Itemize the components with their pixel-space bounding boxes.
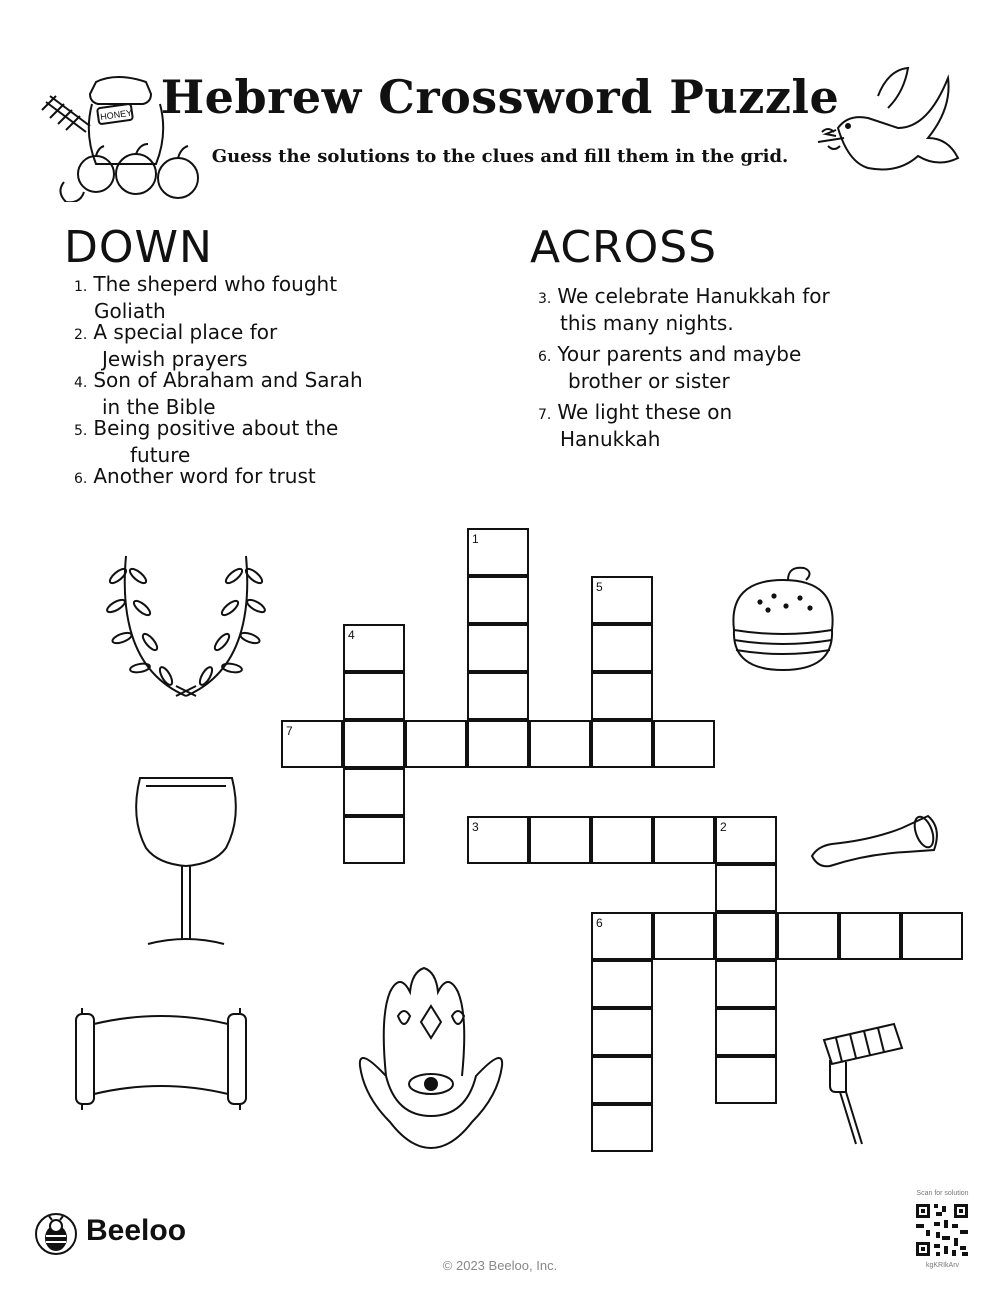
clue-number: 1. (74, 279, 88, 295)
grid-cell[interactable] (591, 720, 653, 768)
clue-text-continued: this many nights. (560, 311, 734, 335)
grid-cell[interactable] (343, 720, 405, 768)
grid-cell[interactable] (591, 672, 653, 720)
clue-text: The sheperd who fought (93, 272, 338, 296)
grid-cell[interactable] (343, 624, 405, 672)
grid-cell[interactable] (467, 672, 529, 720)
page-subtitle: Guess the solutions to the clues and fill them in the grid. (211, 146, 789, 167)
clue-text-continued: brother or sister (568, 369, 730, 393)
clue-text: A special place for (93, 320, 278, 344)
clue-number: 3. (538, 291, 552, 307)
across-clue-7 (538, 400, 732, 451)
grid-cell[interactable] (591, 1104, 653, 1152)
cell-number-3: 3 (472, 820, 479, 834)
svg-text:HONEY: HONEY (99, 107, 133, 123)
cell-number-1: 1 (472, 532, 479, 546)
down-clue-4 (74, 368, 363, 419)
grid-cell[interactable] (591, 624, 653, 672)
grid-cell[interactable] (343, 768, 405, 816)
clue-number: 7. (538, 407, 552, 423)
clue-text: Your parents and maybe (557, 342, 802, 366)
clue-number: 5. (74, 423, 88, 439)
grid-cell[interactable] (653, 912, 715, 960)
clue-text-continued: future (130, 443, 191, 467)
grid-cell[interactable] (591, 1056, 653, 1104)
qr-code-text: kgKRIkArv (925, 1262, 960, 1269)
clue-text: Another word for trust (93, 464, 316, 488)
grid-cell[interactable] (343, 672, 405, 720)
across-heading: ACROSS (530, 222, 718, 273)
grid-cell[interactable] (529, 720, 591, 768)
grid-cell[interactable] (467, 576, 529, 624)
down-clue-5 (74, 416, 338, 467)
grid-cell[interactable] (467, 720, 529, 768)
wine-glass-icon (126, 772, 246, 952)
copyright: © 2023 Beeloo, Inc. (442, 1258, 558, 1273)
qr-code-icon[interactable] (914, 1202, 970, 1258)
grid-cell[interactable] (839, 912, 901, 960)
shofar-icon (808, 812, 948, 872)
down-heading: DOWN (64, 222, 213, 273)
brand-name: Beeloo (86, 1214, 187, 1247)
grid-cell[interactable] (715, 912, 777, 960)
clue-text: We light these on (557, 400, 733, 424)
dove-icon (808, 66, 968, 196)
clue-text: We celebrate Hanukkah for (557, 284, 830, 308)
honey-jar-icon (36, 62, 206, 202)
grid-cell[interactable] (591, 1008, 653, 1056)
grid-cell[interactable] (715, 1056, 777, 1104)
clue-number: 4. (74, 375, 88, 391)
clue-number: 6. (538, 349, 552, 365)
grid-cell[interactable] (591, 912, 653, 960)
grid-cell[interactable] (591, 576, 653, 624)
grid-cell[interactable] (591, 816, 653, 864)
qr-label: Scan for solution (916, 1190, 969, 1197)
down-clue-2 (74, 320, 277, 371)
cell-number-7: 7 (286, 724, 293, 738)
hamsa-icon (356, 966, 506, 1150)
grid-cell[interactable] (467, 528, 529, 576)
down-clue-6 (74, 464, 316, 491)
grid-cell[interactable] (343, 816, 405, 864)
sufganiyah-icon (728, 560, 838, 680)
across-clue-3 (538, 284, 830, 335)
grid-cell[interactable] (467, 816, 529, 864)
grid-cell[interactable] (777, 912, 839, 960)
page-title: Hebrew Crossword Puzzle (160, 70, 840, 124)
olive-wreath-icon (96, 546, 276, 706)
clue-text-continued: Jewish prayers (102, 347, 248, 371)
torah-scroll-icon (66, 1004, 256, 1114)
grid-cell[interactable] (281, 720, 343, 768)
clue-number: 2. (74, 327, 88, 343)
cell-number-2: 2 (720, 820, 727, 834)
clue-text: Son of Abraham and Sarah (93, 368, 363, 392)
clue-number: 6. (74, 471, 88, 487)
clue-text: Being positive about the (93, 416, 339, 440)
grid-cell[interactable] (901, 912, 963, 960)
grid-cell[interactable] (405, 720, 467, 768)
grogger-icon (816, 1020, 916, 1150)
down-clue-1 (74, 272, 337, 323)
clue-text-continued: Goliath (94, 299, 166, 323)
cell-number-4: 4 (348, 628, 355, 642)
bee-logo-icon (34, 1212, 78, 1256)
grid-cell[interactable] (715, 816, 777, 864)
grid-cell[interactable] (653, 720, 715, 768)
grid-cell[interactable] (591, 960, 653, 1008)
cell-number-5: 5 (596, 580, 603, 594)
grid-cell[interactable] (653, 816, 715, 864)
clue-text-continued: Hanukkah (560, 427, 661, 451)
cell-number-6: 6 (596, 916, 603, 930)
across-clue-6 (538, 342, 801, 393)
grid-cell[interactable] (529, 816, 591, 864)
grid-cell[interactable] (715, 960, 777, 1008)
grid-cell[interactable] (715, 864, 777, 912)
clue-text-continued: in the Bible (102, 395, 216, 419)
grid-cell[interactable] (715, 1008, 777, 1056)
grid-cell[interactable] (467, 624, 529, 672)
